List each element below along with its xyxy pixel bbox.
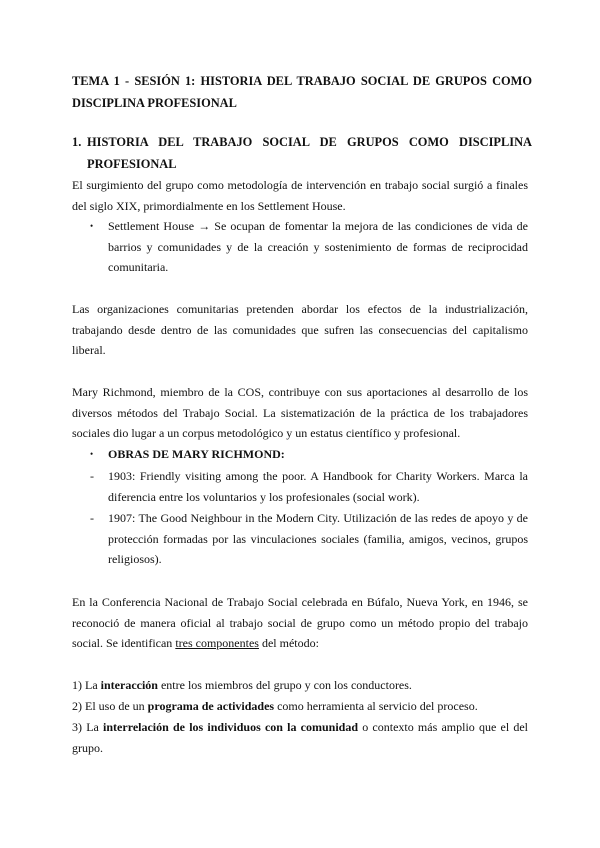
bullet-settlement-house: [90, 216, 528, 278]
obras-heading: OBRAS DE MARY RICHMOND:: [108, 447, 285, 461]
component-2: 2) El uso de un programa de actividades como herramienta al servicio del proceso.: [72, 699, 478, 713]
component-bold: interrelación de los individuos con la comunidad: [103, 720, 359, 734]
paragraph-origin: El surgimiento del grupo como metodología de intervención en trabajo social surgió a finales del siglo XIX, primordialmente en los Settlement House.: [72, 178, 528, 213]
component-bold: programa de actividades: [147, 699, 275, 713]
conference-text-end: del método:: [258, 636, 319, 650]
bullet-text: Settlement House → Se ocupan de fomentar la mejora de las condiciones de vida de barrios y comunidades y de la creación y sostenimiento de formas de reciprocidad comunitaria.: [108, 219, 528, 274]
dash-marker: -: [90, 469, 94, 483]
document-title: TEMA 1 - SESIÓN 1: HISTORIA DEL TRABAJO SOCIAL DE GRUPOS COMO DISCIPLINA PROFESIONAL: [72, 74, 532, 110]
bullet-marker: •: [90, 221, 94, 231]
component-bold: interacción: [100, 678, 158, 692]
component-3: 3) La interrelación de los individuos con la comunidad o contexto más amplio que el del grupo.: [72, 720, 529, 755]
bullet-marker: •: [90, 449, 94, 459]
list-item-1903: [90, 466, 528, 507]
section-number: 1.: [72, 135, 82, 149]
conference-text: En la Conferencia Nacional de Trabajo Social celebrada en Búfalo, Nueva York, en 1946, se reconoció de manera oficial al trabajo social de grupo como un método propio del trabajo social. Se identifican: [72, 595, 528, 650]
conference-underlined: tres componentes: [175, 636, 259, 650]
paragraph-conference: [72, 592, 528, 654]
section-heading-text: HISTORIA DEL TRABAJO SOCIAL DE GRUPOS COMO DISCIPLINA PROFESIONAL: [87, 135, 532, 171]
paragraph-organizations: Las organizaciones comunitarias pretenden abordar los efectos de la industrialización, trabajando desde dentro de las comunidades que sufren las consecuencias del capitalismo liberal.: [72, 302, 528, 357]
list-item-1907: [90, 508, 528, 570]
list-item-text: 1907: The Good Neighbour in the Modern City. Utilización de las redes de apoyo y de protección formadas por las vinculaciones sociales (familia, amigos, vecinos, grupos religiosos).: [108, 511, 528, 566]
section-heading: [72, 131, 532, 175]
list-item-text: 1903: Friendly visiting among the poor. A Handbook for Charity Workers. Marca la diferencia entre los voluntarios y los profesionales (social work).: [108, 469, 528, 504]
bullet-obras-heading: [90, 444, 528, 465]
dash-marker: -: [90, 511, 94, 525]
paragraph-mary-richmond: Mary Richmond, miembro de la COS, contribuye con sus aportaciones al desarrollo de los diversos métodos del Trabajo Social. La sistematización de la práctica de los trabajadores sociales dio lugar a un corpus metodológico y un estatus científico y profesional.: [72, 385, 528, 440]
component-1: 1) La interacción entre los miembros del grupo y con los conductores.: [72, 678, 412, 692]
